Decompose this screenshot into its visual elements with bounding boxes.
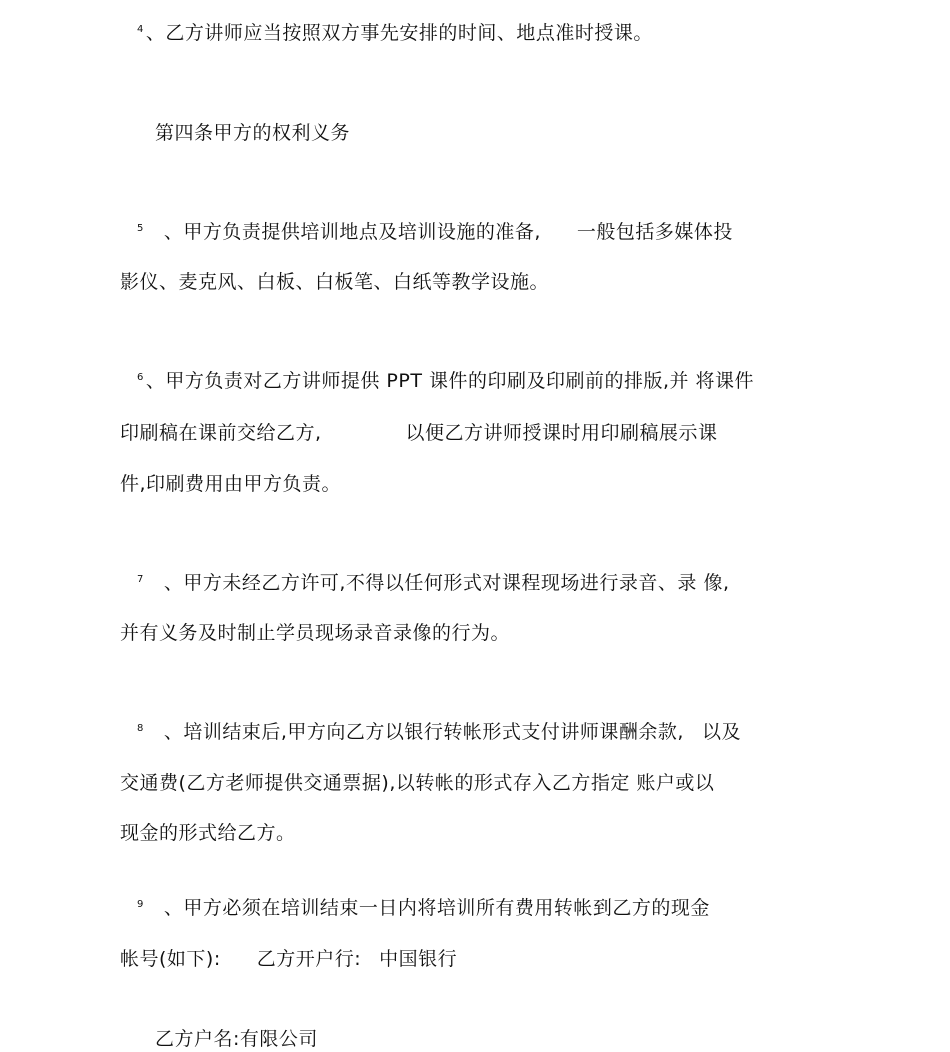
clause-4 — [137, 20, 653, 46]
section-title: 第四条甲方的权利义务 — [155, 122, 351, 144]
clause-text: 印刷稿在课前交给乙方, — [120, 422, 322, 444]
clause-9-line-2 — [120, 946, 457, 972]
clause-8-line-2: 交通费(乙方老师提供交通票据),以转帐的形式存入乙方指定 账户或以 — [120, 772, 715, 794]
clause-number: 5 — [137, 222, 144, 234]
clause-number: 4 — [137, 23, 144, 35]
clause-text: 以便乙方讲师授课时用印刷稿展示课 — [405, 422, 718, 444]
clause-text: 一般包括多媒体投 — [576, 221, 733, 243]
clause-number: 6 — [137, 371, 144, 383]
clause-text: 帐号(如下): — [120, 948, 221, 970]
clause-text: 、甲方未经乙方许可,不得以任何形式对课程现场进行录音、录 像, — [163, 572, 730, 594]
clause-6-line-1 — [137, 368, 754, 394]
clause-5-line-2: 影仪、麦克风、白板、白板笔、白纸等教学设施。 — [120, 271, 550, 293]
clause-9-line-1 — [137, 895, 710, 921]
clause-text: 以及 — [701, 721, 741, 743]
clause-5-line-1 — [137, 219, 733, 245]
clause-number: 7 — [137, 573, 144, 585]
bank-label: 乙方开户行: — [256, 948, 362, 970]
clause-7-line-2: 并有义务及时制止学员现场录音录像的行为。 — [120, 622, 511, 644]
clause-6-line-3: 件,印刷费用由甲方负责。 — [120, 473, 342, 495]
clause-7-line-1 — [137, 570, 730, 596]
clause-8-line-3: 现金的形式给乙方。 — [120, 822, 296, 844]
clause-text: 、甲方必须在培训结束一日内将培训所有费用转帐到乙方的现金 — [163, 897, 710, 919]
account-name: 乙方户名:有限公司 — [155, 1028, 318, 1050]
clause-number: 8 — [137, 722, 144, 734]
clause-number: 9 — [137, 898, 144, 910]
clause-8-line-1 — [137, 719, 741, 745]
clause-6-line-2 — [120, 420, 718, 446]
clause-text: 、甲方负责对乙方讲师提供 PPT 课件的印刷及印刷前的排版,并 将课件 — [145, 370, 755, 392]
clause-text: 、甲方负责提供培训地点及培训设施的准备, — [163, 221, 541, 243]
clause-text: 、培训结束后,甲方向乙方以银行转帐形式支付讲师课酬余款, — [163, 721, 684, 743]
clause-text: 、乙方讲师应当按照双方事先安排的时间、地点准时授课。 — [145, 22, 653, 44]
bank-name: 中国银行 — [379, 948, 458, 970]
